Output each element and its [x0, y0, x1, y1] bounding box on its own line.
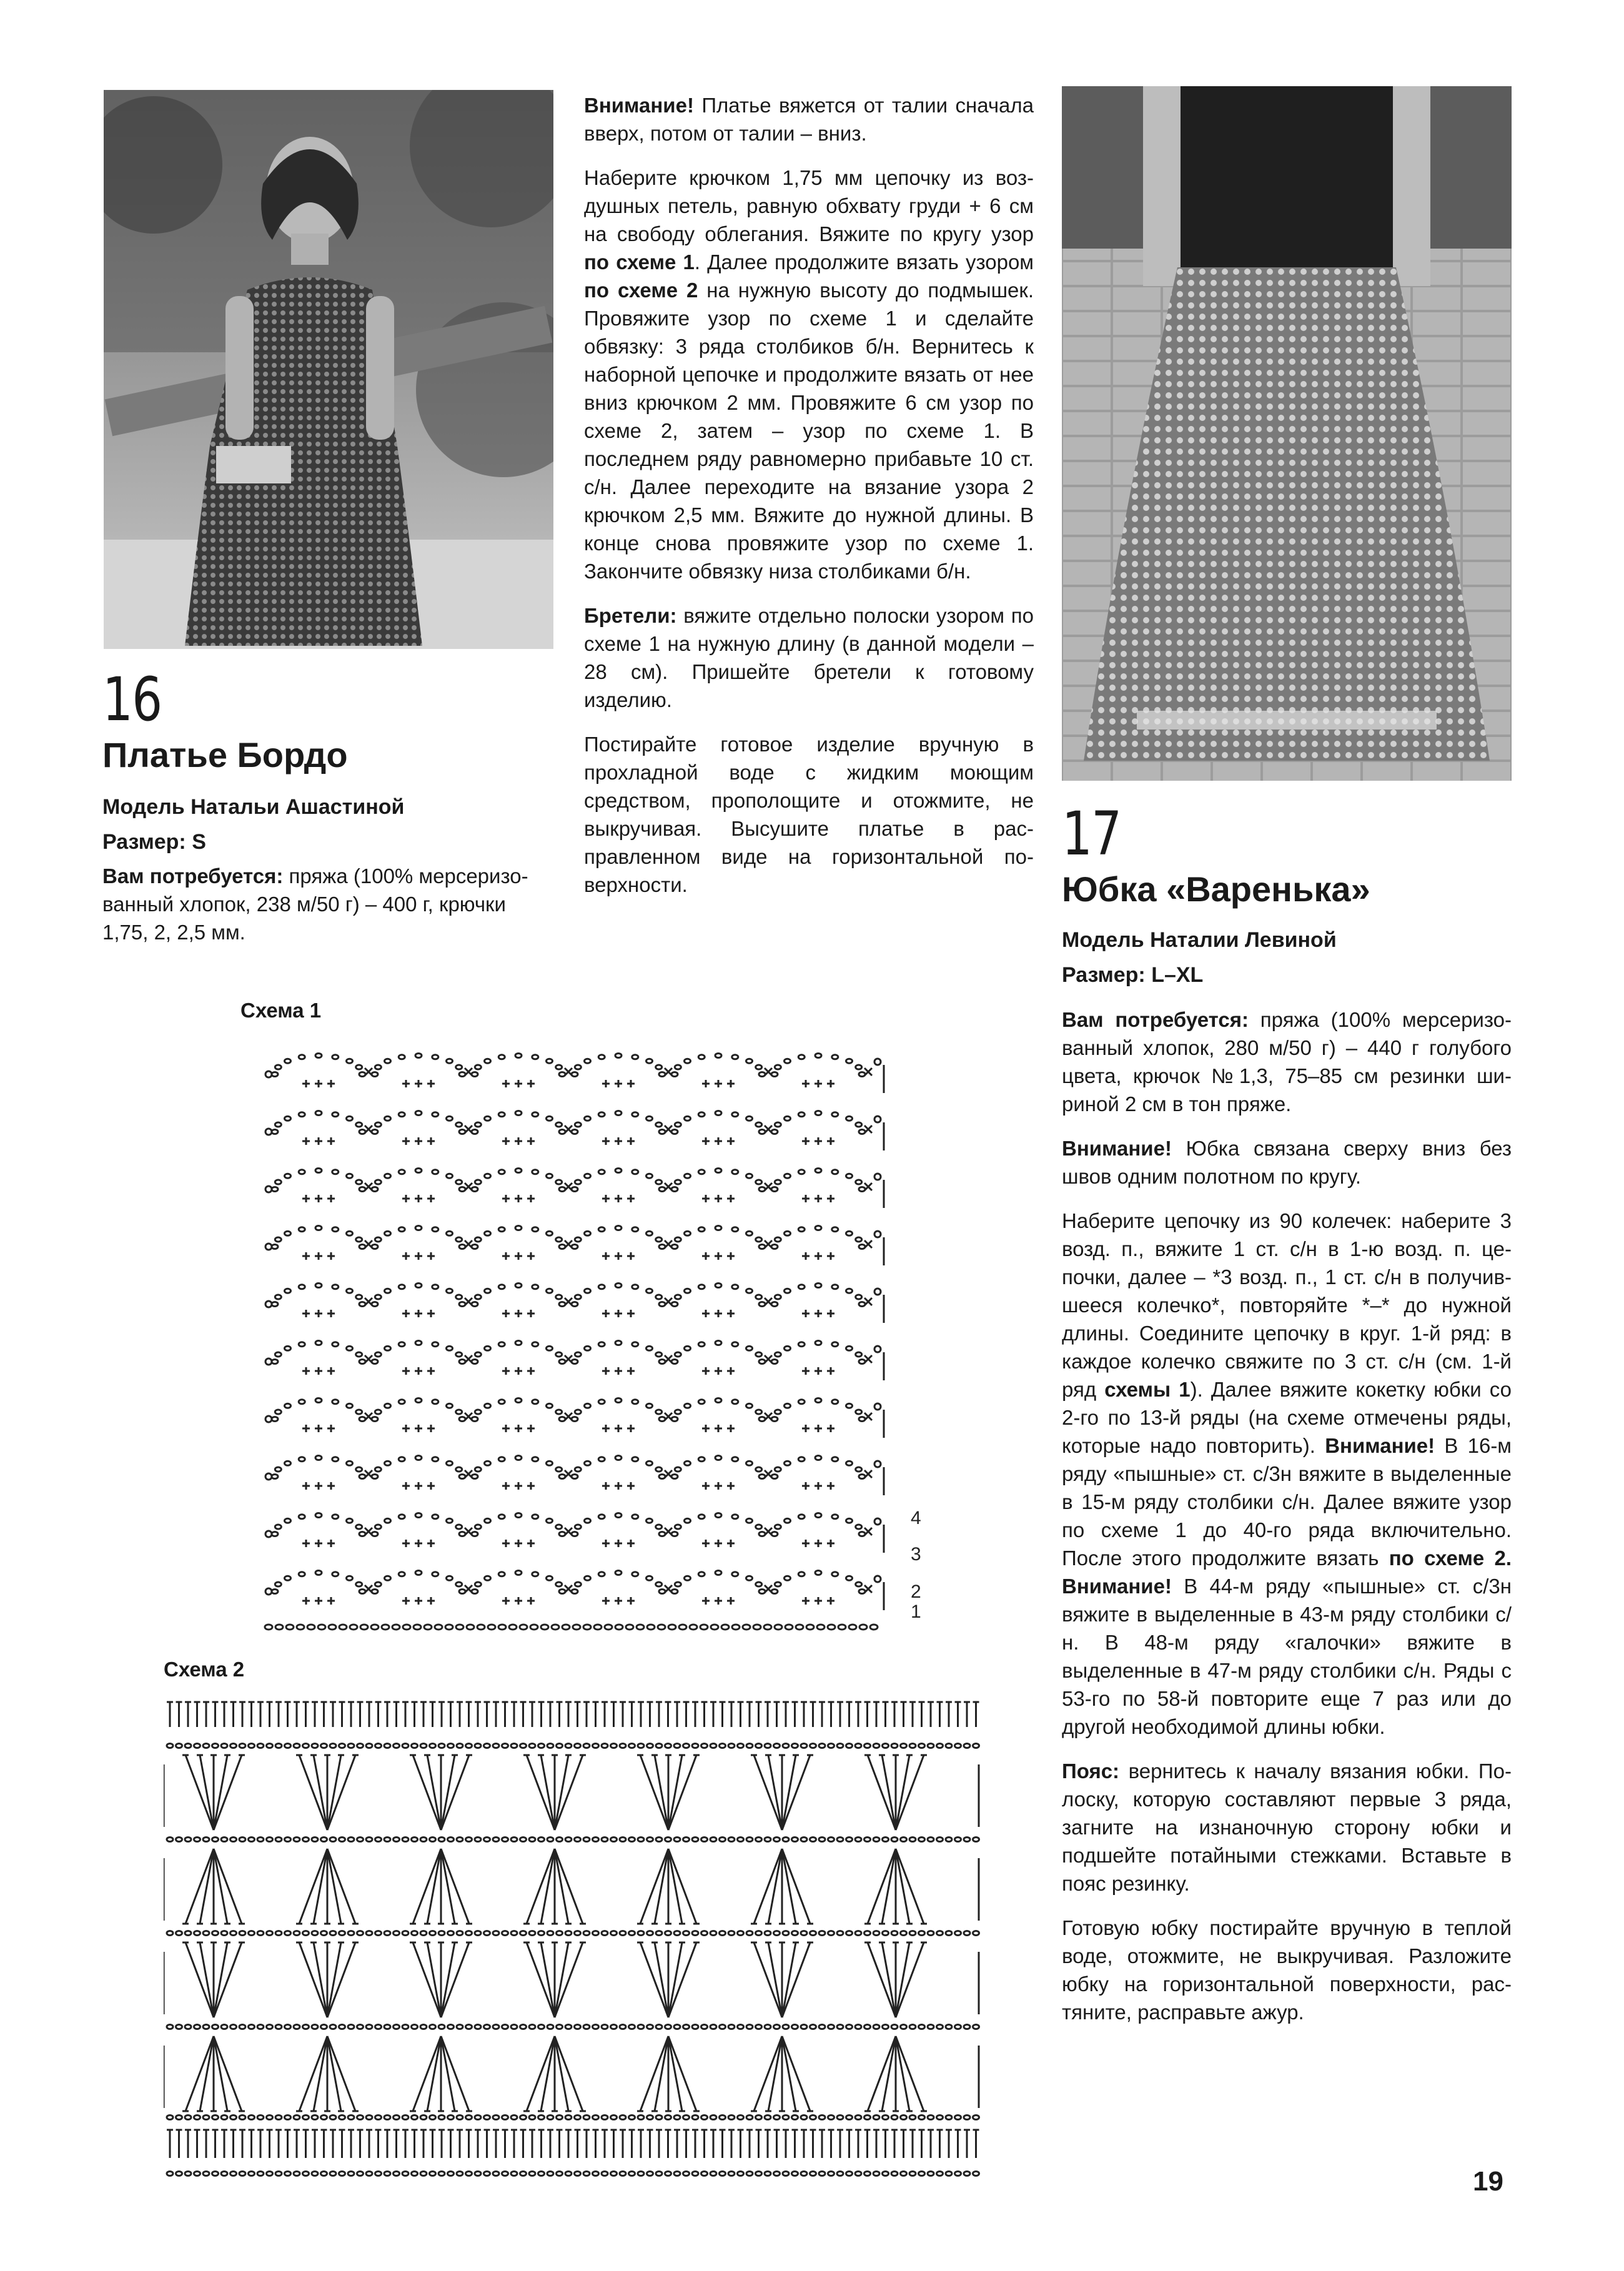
- model-16-instructions: [584, 91, 1034, 915]
- model-size: Размер: L–XL: [1062, 963, 1204, 987]
- model-number: 17: [1062, 799, 1121, 869]
- main-bold-3: по схеме 2. Внимание!: [1062, 1546, 1512, 1598]
- dress-photo-image: [104, 90, 553, 649]
- schema-2-chart: [164, 1699, 1007, 2186]
- main-text-d: на нужную высоту до подмышек. Провяжите узор по схеме 1 и сделайте обвязку: 3 ряда столбиков б/н. Вернитесь к наборной цепочке и продолжите вязать от нее вниз крючком 2 мм. Провяжите 6 см узор по схеме 2, затем – узор по схеме 1. В последнем ряду равномерно прибавьте 10 ст. с/н. Далее переходите на вязание узора 2 крючком 2,5 мм. Вяжите до нужной длины. В конце снова провяжите узор по схеме 1. Закончите обвязку низа столбиками б/н.: [584, 279, 1034, 583]
- attention-text: Юбка связана сверху вниз без швов одним полотном по кругу.: [1062, 1137, 1512, 1188]
- belt-text: вернитесь к началу вязания юбки. Полоску, которую составляют первые 3 ряда, загните на изнаночную сторону юбки и подшейте потайными стежками. Вставьте в пояс резинку.: [1062, 1759, 1512, 1895]
- skirt-photo: [1062, 86, 1512, 781]
- model-author: Модель Натальи Ашастиной: [102, 795, 405, 819]
- straps-label: Бретели:: [584, 604, 677, 627]
- main-text-c: . Далее продолжите вязать узором: [694, 250, 1034, 274]
- main-text-a: Наберите цепочку из 90 колечек: наберите 3 возд. п., вяжите 1 ст. с/н в 1-ю возд. п. цепочки, далее – *3 возд. п., 1 ст. с/н в получившееся колечко*, повторяйте *–* до нужной длины. Соедините цепочку в круг. 1-й ряд: в каждое колечко свяжите по 3 ст. с/н (см. 1-й ряд: [1062, 1209, 1512, 1401]
- model-requirements: [102, 862, 540, 946]
- model-16-header: [102, 665, 565, 946]
- main-bold-1: по схеме 1: [584, 250, 695, 274]
- model-title: Юбка «Варенька»: [1062, 869, 1370, 909]
- main-text-d: В 16-м ряду «пышные» ст. с/3н вяжите в выделенные в 15-м ряду столбики с/н. Далее вяжите узор по схеме 1 до 40-го ряда включительно. После этого продолжите вязать: [1062, 1434, 1512, 1570]
- model-title: Платье Бордо: [102, 735, 348, 774]
- schema-1-diagram: [256, 1037, 937, 1636]
- schema-1-label: Схема 1: [240, 999, 322, 1022]
- requirements-text: пряжа (100% мерсеризованный хлопок, 238 м/50 г) – 400 г, крючки 1,75, 2, 2,5 мм.: [102, 864, 528, 944]
- paragraph-attention: [584, 91, 1034, 147]
- dress-photo: [104, 90, 553, 649]
- model-requirements: [1062, 1006, 1512, 1118]
- main-text-c: ). Далее вяжите кокетку юбки со 2-го по 13-й ряды (на схеме отмечены ряды, которые надо повторить).: [1062, 1378, 1512, 1457]
- attention-text: Платье вяжется от талии сначала вверх, потом от талии – вниз.: [584, 94, 1034, 145]
- skirt-photo-image: [1062, 86, 1512, 781]
- model-number: 16: [102, 665, 162, 735]
- main-text-a: Наберите крючком 1,75 мм цепочку из воздушных петель, равную обхвату груди + 6 см на свободу облегания. Вяжите по кругу узор: [584, 166, 1034, 245]
- row-number: 4: [911, 1508, 921, 1528]
- paragraph-main: [1062, 1207, 1512, 1741]
- belt-label: Пояс:: [1062, 1759, 1120, 1783]
- paragraph-care: Готовую юбку постирайте вручную в теплой воде, отожмите, не выкручивая. Разложите юбку на горизонтальной поверхности, растяните, расправьте ажур.: [1062, 1916, 1512, 2024]
- paragraph-main: [584, 164, 1034, 585]
- row-number: 1: [911, 1601, 921, 1622]
- schema-2-label: Схема 2: [164, 1658, 245, 1681]
- main-bold-2: по схеме 2: [584, 279, 698, 302]
- row-number: 3: [911, 1544, 921, 1565]
- requirements-label: Вам потребуется:: [1062, 1008, 1249, 1031]
- attention-label: Внимание!: [584, 94, 694, 117]
- requirements-label: Вам потребуется:: [102, 864, 284, 888]
- model-size: Размер: S: [102, 830, 206, 854]
- paragraph-care: Постирайте готовое изделие вручную в прохладной воде с жидким моющим средством, прополощите и отожмите, не выкручивая. Высушите платье в расправленном виде на горизонтальной поверхности.: [584, 733, 1034, 896]
- paragraph-attention: [1062, 1134, 1512, 1190]
- row-number: 2: [911, 1581, 921, 1602]
- paragraph-belt: [1062, 1757, 1512, 1897]
- paragraph-straps: [584, 601, 1034, 714]
- model-17-instructions: [1062, 1006, 1512, 2042]
- main-bold-1: схемы 1: [1104, 1378, 1191, 1401]
- model-17-header: [1062, 799, 1512, 989]
- page-number: 19: [1473, 2166, 1503, 2197]
- attention-label: Внимание!: [1062, 1137, 1172, 1160]
- straps-text: вяжите отдельно полоски узором по схеме 1 на нужную длину (в данной модели – 28 см). Пришейте бретели к готовому изделию.: [584, 604, 1034, 711]
- schema-1-chart: [256, 1037, 937, 1636]
- schema-1-symbols: [265, 1054, 884, 1630]
- main-bold-2: Внимание!: [1325, 1434, 1435, 1457]
- schema-2-symbols: [164, 1702, 979, 2176]
- main-text-e: В 44-м ряду «пышные» ст. с/3н вяжите в выделенные в 43-м ряду столбики с/н. В 48-м ряду «галочки» вяжите в выделенные в 47-м ряду столбики с/н. Ряды с 53-го по 58-й повторите еще 7 раз или до другой необходимой длины юбки.: [1062, 1575, 1512, 1738]
- requirements-text: пряжа (100% мерсеризованный хлопок, 280 м/50 г) – 440 г голубого цвета, крючок №1,3, 75–85 см резинки шириной 2 см в тон пряже.: [1062, 1008, 1512, 1116]
- schema-2-diagram: [164, 1699, 1007, 2186]
- model-author: Модель Наталии Левиной: [1062, 928, 1337, 952]
